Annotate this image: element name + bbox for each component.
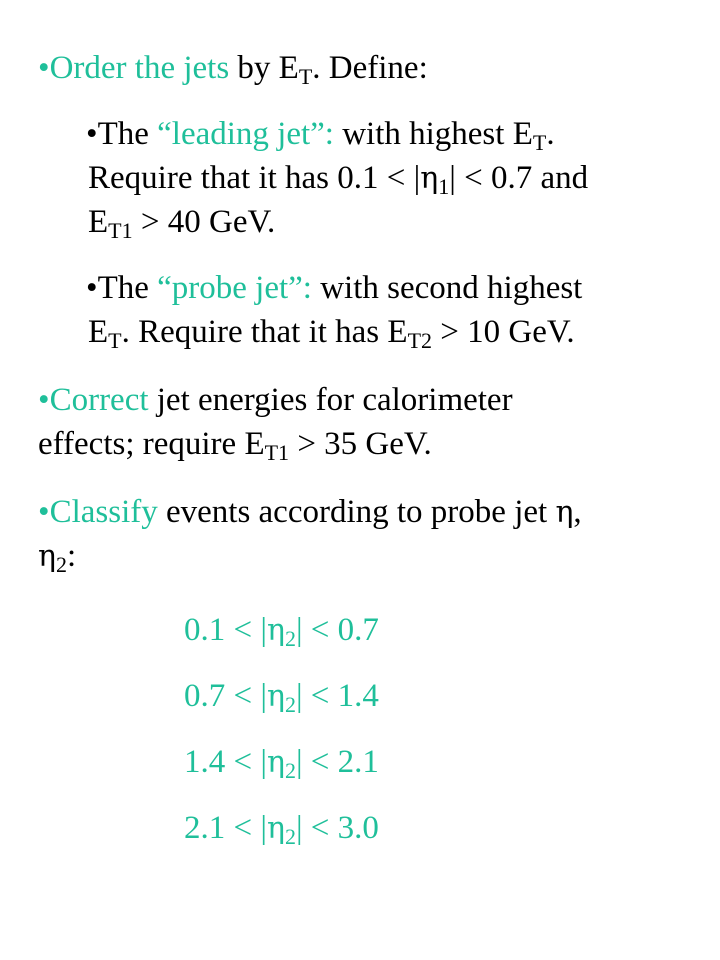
eta-symbol: η	[266, 613, 285, 648]
subscript: T	[532, 130, 547, 155]
text: | < 0.7 and	[449, 160, 589, 196]
subscript: 2	[284, 758, 296, 783]
leading-jet-keyword: “leading jet”:	[157, 116, 334, 152]
eta-range-2	[184, 676, 379, 717]
range-high: | < 3.0	[295, 810, 379, 846]
bullet-probe-jet-line1	[86, 268, 582, 309]
range-low: 1.4 < |	[184, 744, 267, 780]
eta-symbol: η	[555, 495, 574, 530]
bullet-correct-line2	[38, 424, 432, 465]
bullet-order-jets	[38, 48, 428, 89]
text: by E	[229, 50, 299, 86]
range-low: 0.1 < |	[184, 612, 267, 648]
bullet-marker: •	[86, 116, 98, 152]
subscript: T	[298, 64, 313, 89]
text: Require that it has 0.1 < |	[88, 160, 421, 196]
text: > 35 GeV.	[289, 426, 432, 462]
text: E	[88, 314, 109, 350]
text: The	[97, 116, 158, 152]
text: > 10 GeV.	[432, 314, 575, 350]
range-high: | < 0.7	[295, 612, 379, 648]
subscript: 2	[284, 692, 296, 717]
text: ,	[573, 494, 582, 530]
eta-range-3	[184, 742, 379, 783]
bullet-marker: •	[38, 382, 50, 418]
eta-symbol: η	[266, 811, 285, 846]
text: . Define:	[312, 50, 428, 86]
bullet-marker: •	[86, 270, 98, 306]
eta-symbol: η	[266, 679, 285, 714]
range-low: 0.7 < |	[184, 678, 267, 714]
text: E	[88, 204, 109, 240]
bullet-leading-jet-line2	[88, 158, 588, 199]
eta-symbol: η	[38, 539, 56, 574]
probe-jet-keyword: “probe jet”:	[157, 270, 312, 306]
range-high: | < 1.4	[295, 678, 379, 714]
order-jets-keyword: Order the jets	[49, 50, 230, 86]
subscript: 2	[284, 824, 296, 849]
text: jet energies for calorimeter	[148, 382, 513, 418]
subscript: 2	[284, 626, 296, 651]
text: :	[66, 538, 77, 574]
bullet-leading-jet-line3	[88, 202, 275, 243]
text: The	[97, 270, 158, 306]
subscript: T	[108, 328, 122, 353]
text: .	[546, 116, 555, 152]
subscript: T2	[407, 328, 433, 353]
subscript: T1	[264, 440, 290, 465]
bullet-classify-line1	[38, 492, 582, 533]
text: with highest E	[333, 116, 533, 152]
bullet-leading-jet-line1	[86, 114, 555, 155]
text: effects; require E	[38, 426, 265, 462]
eta-range-1	[184, 610, 379, 651]
text: . Require that it has E	[121, 314, 408, 350]
range-high: | < 2.1	[295, 744, 379, 780]
bullet-probe-jet-line2	[88, 312, 575, 353]
correct-keyword: Correct	[49, 382, 149, 418]
text: with second highest	[311, 270, 583, 306]
bullet-classify-line2	[38, 536, 76, 577]
eta-symbol: η	[420, 161, 439, 196]
subscript: T1	[108, 218, 133, 243]
bullet-marker: •	[38, 494, 50, 530]
range-low: 2.1 < |	[184, 810, 267, 846]
subscript: 2	[55, 552, 67, 577]
eta-symbol: η	[266, 745, 285, 780]
eta-range-4	[184, 808, 379, 849]
bullet-marker: •	[38, 50, 50, 86]
classify-keyword: Classify	[49, 494, 158, 530]
text: events according to probe jet	[157, 494, 556, 530]
bullet-correct-line1	[38, 380, 513, 421]
text: > 40 GeV.	[132, 204, 276, 240]
subscript: 1	[438, 174, 450, 199]
